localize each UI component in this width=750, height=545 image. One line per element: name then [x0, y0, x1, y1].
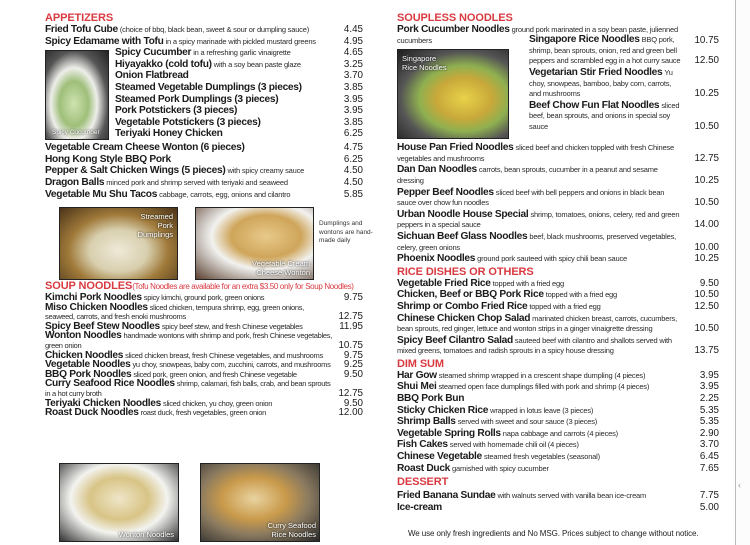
- item-name: Vegetable Noodles: [45, 359, 131, 371]
- item-description: sliced beef and chicken toppled with fresh Chinese vegetables and mushrooms: [397, 143, 674, 163]
- menu-item: [529, 68, 719, 100]
- item-name: Chicken Noodles: [45, 349, 124, 361]
- menu-item: [45, 178, 363, 189]
- item-price: 9.75: [343, 349, 363, 361]
- item-price: 2.25: [699, 393, 719, 405]
- item-description: napa cabbage and carrots (4 pieces): [502, 428, 618, 438]
- item-description: sliced chicken, tempura shrimp, egg, green onions, seaweed, carrots, and fresh enoki mushrooms: [45, 302, 304, 322]
- menu-item: [115, 95, 363, 106]
- menu-item: [45, 331, 363, 350]
- item-name: Fried Banana Sundae: [397, 490, 496, 502]
- item-price: 3.70: [343, 70, 363, 82]
- item-price: 12.00: [338, 407, 363, 419]
- item-price: 12.50: [694, 55, 719, 67]
- menu-list: [45, 25, 363, 47]
- item-text: [397, 394, 683, 405]
- menu-item: [45, 303, 363, 322]
- item-name: Pepper & Salt Chicken Wings (5 pieces): [45, 165, 226, 177]
- item-text: [45, 178, 327, 189]
- item-text: [115, 95, 327, 106]
- item-text: [397, 232, 683, 253]
- item-description: sliced beef with bell peppers and onions in black bean sauce over chow fun noodles: [397, 187, 665, 208]
- item-description: handmade wontons with shrimp and pork, fresh Chinese vegetables, green onion: [45, 331, 332, 350]
- item-price: 10.50: [694, 289, 719, 301]
- page-margin: [736, 0, 750, 545]
- item-name: Vegetable Potstickers (3 pieces): [115, 116, 261, 128]
- item-text: [45, 37, 327, 48]
- item-name: Vegetable Fried Rice: [397, 277, 491, 289]
- item-price: 14.00: [694, 219, 719, 231]
- item-price: 9.25: [343, 359, 363, 371]
- menu-item: [45, 37, 363, 48]
- item-text: [397, 371, 683, 382]
- menu-list: [529, 35, 719, 133]
- menu-item: [397, 491, 719, 502]
- item-name: BBQ Pork Noodles: [45, 368, 132, 380]
- item-name: Fish Cakes: [397, 439, 448, 451]
- photo-caption: Wonton Noodles: [118, 530, 174, 539]
- item-name: Dragon Balls: [45, 176, 105, 188]
- item-name: Pork Potstickers (3 pieces): [115, 105, 238, 117]
- item-name: Shui Mei: [397, 381, 437, 393]
- item-description: sliced chicken breast, fresh Chinese vegetables, and mushrooms: [125, 350, 323, 360]
- item-price: 3.95: [343, 105, 363, 117]
- item-text: [529, 35, 683, 67]
- dessert-heading: DESSERT: [397, 476, 449, 489]
- menu-item: [397, 143, 719, 164]
- menu-item: [397, 503, 719, 514]
- appetizers-heading: APPETIZERS: [45, 12, 114, 24]
- item-name: Miso Chicken Noodles: [45, 301, 148, 313]
- menu-item: [397, 232, 719, 253]
- item-description: with walnuts served with vanilla bean ice-cream: [497, 491, 647, 501]
- item-text: [529, 101, 683, 133]
- item-text: [397, 279, 683, 290]
- item-price: 13.75: [694, 345, 719, 357]
- item-name: Chicken, Beef or BBQ Pork Rice: [397, 289, 544, 301]
- dumplings-note: Dumplings and wontons are hand-made daily: [319, 220, 373, 244]
- item-description: sliced chicken, yu choy, green onion: [163, 398, 273, 408]
- item-text: [397, 440, 683, 451]
- item-price: 4.50: [343, 165, 363, 177]
- item-price: 6.45: [699, 451, 719, 463]
- item-name: Shrimp Balls: [397, 416, 456, 428]
- menu-item: [397, 290, 719, 301]
- item-description: shrimp, calamari, fish balls, crab, and bean sprouts in a hot curry broth: [45, 379, 331, 398]
- item-name: Singapore Rice Noodles: [529, 34, 640, 46]
- item-price: 12.50: [694, 300, 719, 312]
- item-price: 6.25: [343, 128, 363, 140]
- item-description: ground pork sauteed with spicy chili bean sauce: [477, 254, 628, 264]
- item-name: Sticky Chicken Rice: [397, 404, 489, 416]
- item-name: Pepper Beef Noodles: [397, 186, 494, 198]
- item-name: Spicy Beef Cilantro Salad: [397, 334, 513, 346]
- photo-caption: Streamed Pork Dumplings: [137, 212, 173, 239]
- menu-item: [397, 406, 719, 417]
- item-description: BBQ pork, shrimp, bean sprouts, onion, red and green bell peppers and scrambled egg in a hot curry sauce: [529, 35, 681, 66]
- item-text: [115, 118, 327, 129]
- item-name: BBQ Pork Bun: [397, 393, 465, 405]
- item-text: [397, 429, 683, 440]
- item-description: (choice of bbq, black bean, sweet & sour or dumpling sauce): [119, 25, 309, 34]
- photo-caption: Spicy Cucumber: [52, 129, 100, 137]
- item-price: 5.00: [699, 501, 719, 513]
- item-name: Vegetable Mu Shu Tacos: [45, 188, 158, 200]
- item-price: 9.50: [699, 277, 719, 289]
- item-description: topped with a fried egg: [545, 290, 617, 300]
- item-text: [397, 143, 683, 164]
- item-price: 5.85: [343, 188, 363, 200]
- item-name: Vegetarian Stir Fried Noodles: [529, 66, 663, 78]
- item-name: Dan Dan Noodles: [397, 164, 477, 176]
- item-text: [397, 314, 683, 335]
- item-name: Hiyayakko (cold tofu): [115, 58, 212, 70]
- menu-item: [397, 336, 719, 357]
- item-text: [397, 464, 683, 475]
- menu-item: [45, 155, 363, 166]
- item-price: 12.75: [694, 152, 719, 164]
- item-text: [397, 336, 683, 357]
- item-text: [397, 382, 683, 393]
- item-text: [45, 379, 333, 398]
- item-name: Phoenix Noodles: [397, 253, 476, 265]
- item-text: [45, 166, 327, 177]
- item-text: [45, 331, 333, 350]
- item-price: 10.25: [694, 88, 719, 100]
- item-name: Spicy Beef Stew Noodles: [45, 320, 160, 332]
- item-description: ground pork marinated in a soy bean paste, julienned cucumbers: [397, 25, 678, 45]
- item-name: Teriyaki Honey Chicken: [115, 128, 223, 140]
- menu-item: [397, 279, 719, 290]
- item-name: Hong Kong Style BBQ Pork: [45, 153, 171, 165]
- item-text: [529, 68, 683, 100]
- item-price: 9.50: [343, 397, 363, 409]
- item-name: Urban Noodle House Special: [397, 208, 529, 220]
- menu-item: [529, 101, 719, 133]
- item-name: Vegetable Cream Cheese Wonton (6 pieces): [45, 142, 245, 154]
- singapore-noodles-photo: [397, 49, 509, 139]
- item-name: Ice-cream: [397, 501, 442, 513]
- item-description: sauteed beef with cilantro and shallots served with mixed greens, tomatoes and radish sprouts in a spicy house dressing: [397, 335, 672, 356]
- item-text: [397, 406, 683, 417]
- section-title: SOUP NOODLES: [45, 280, 133, 292]
- item-text: [115, 48, 327, 59]
- item-name: Sichuan Beef Glass Noodles: [397, 230, 528, 242]
- item-name: Chinese Vegetable: [397, 451, 482, 463]
- item-text: [45, 25, 327, 36]
- item-price: 4.75: [343, 142, 363, 154]
- item-name: Chinese Chicken Chop Salad: [397, 312, 531, 324]
- item-price: 6.25: [343, 153, 363, 165]
- item-name: Wonton Noodles: [45, 330, 122, 342]
- menu-list: [397, 143, 719, 265]
- menu-item: [45, 25, 363, 36]
- menu-item: [115, 60, 363, 71]
- spicy-cucumber-photo: [45, 50, 109, 140]
- item-price: 3.95: [699, 369, 719, 381]
- item-name: Steamed Pork Dumplings (3 pieces): [115, 93, 279, 105]
- item-price: 10.50: [694, 120, 719, 132]
- item-text: [45, 155, 327, 166]
- rice-dishes-heading: RICE DISHES OR OTHERS: [397, 265, 534, 278]
- item-name: Beef Chow Fun Flat Noodles: [529, 99, 660, 111]
- item-description: spicy beef stew, and fresh Chinese vegetables: [161, 321, 303, 331]
- item-price: 12.75: [338, 311, 363, 323]
- item-description: steamed open face dumplings filled with pork and shrimp (4 pieces): [438, 382, 650, 392]
- item-description: garnished with spicy cucumber: [452, 463, 549, 473]
- item-description: spicy kimchi, ground pork, green onions: [143, 293, 265, 302]
- item-name: Fried Tofu Cube: [45, 24, 118, 35]
- menu-item: [45, 408, 363, 418]
- item-price: 3.85: [343, 81, 363, 93]
- item-text: [115, 71, 327, 82]
- menu-item: [397, 417, 719, 428]
- item-description: in a spicy marinade with pickled mustard greens: [165, 36, 316, 46]
- menu-item: [397, 165, 719, 186]
- item-description: marinated chicken breast, carrots, cucumbers, bean sprouts, red ginger, lettuce and wonton strips in a ginger vinaigrette dressing: [397, 313, 677, 334]
- item-name: Shrimp or Combo Fried Rice: [397, 300, 528, 312]
- item-text: [397, 417, 683, 428]
- menu-list: [115, 48, 363, 141]
- item-name: Onion Flatbread: [115, 70, 189, 82]
- menu-item: [397, 382, 719, 393]
- item-description: beef, black mushrooms, preserved vegetables, celery, green onions: [397, 231, 677, 252]
- item-text: [397, 254, 683, 265]
- item-description: sliced beef, bean sprouts, and onions in special soy sauce: [529, 100, 680, 131]
- item-price: 10.25: [694, 253, 719, 265]
- pork-dumplings-photo: [59, 207, 178, 280]
- item-description: served with homemade chili oil (4 pieces): [449, 440, 579, 450]
- menu-item: [115, 129, 363, 140]
- menu-list: [397, 279, 719, 357]
- menu-item: [397, 452, 719, 463]
- item-name: Roast Duck: [397, 462, 451, 474]
- photo-caption: Vegetable Cream Cheese Wonton: [252, 259, 310, 277]
- item-price: 3.95: [699, 381, 719, 393]
- item-price: 7.65: [699, 462, 719, 474]
- item-name: Spicy Edamame with Tofu: [45, 35, 164, 47]
- menu-item: [397, 314, 719, 335]
- item-description: in a refreshing garlic vinaigrette: [193, 48, 291, 58]
- menu-item: [397, 302, 719, 313]
- menu-item: [397, 440, 719, 451]
- menu-item: [397, 254, 719, 265]
- photo-caption: Singapore Rice Noodles: [402, 54, 447, 73]
- item-description: topped with a fried egg: [529, 301, 601, 311]
- item-text: [45, 408, 333, 418]
- item-price: 5.35: [699, 416, 719, 428]
- item-name: Vegetable Spring Rolls: [397, 427, 501, 439]
- item-price: 10.75: [694, 34, 719, 46]
- menu-item: [45, 143, 363, 154]
- section-subtitle: (Tofu Noodles are available for an extra $3.50 only for Soup Noodles): [132, 282, 354, 291]
- menu-item: [45, 190, 363, 201]
- item-price: 10.00: [694, 241, 719, 253]
- footer-note: We use only fresh ingredients and No MSG. Prices subject to change without notice.: [408, 529, 699, 538]
- item-description: minced pork and shrimp served with teriyaki and seaweed: [106, 177, 288, 187]
- item-description: with spicy creamy sauce: [227, 166, 305, 176]
- soupless-noodles-heading: SOUPLESS NOODLES: [397, 12, 513, 24]
- menu-item: [529, 35, 719, 67]
- item-description: shrimp, tomatoes, onions, celery, red and green peppers in a special sauce: [397, 209, 680, 230]
- menu-item: [397, 429, 719, 440]
- item-name: Teriyaki Chicken Noodles: [45, 397, 162, 409]
- item-name: Spicy Cucumber: [115, 47, 192, 59]
- soup-noodles-section: [45, 280, 363, 418]
- item-text: [397, 302, 683, 313]
- item-text: [115, 83, 327, 94]
- item-text: [45, 143, 327, 154]
- menu-item: [115, 83, 363, 94]
- item-name: Kimchi Pork Noodles: [45, 292, 142, 303]
- item-description: cabbage, carrots, egg, onions and cilantro: [159, 189, 291, 199]
- left-column: [45, 12, 363, 201]
- item-price: 3.85: [343, 116, 363, 128]
- item-description: with a soy bean paste glaze: [213, 59, 301, 69]
- photo-caption: Curry Seafood Rice Noodles: [267, 521, 316, 539]
- page-edge: [735, 0, 736, 545]
- item-price: 10.50: [694, 323, 719, 335]
- item-text: [397, 491, 683, 502]
- curry-seafood-photo: [200, 463, 320, 542]
- item-text: [397, 210, 683, 231]
- item-description: carrots, bean sprouts, cucumber in a peanut and sesame dressing: [397, 165, 658, 185]
- item-text: [397, 290, 683, 301]
- item-text: [115, 60, 327, 71]
- item-text: [397, 165, 683, 186]
- item-price: 2.90: [699, 427, 719, 439]
- item-description: sliced pork, green onion, and fresh Chinese vegetable: [133, 369, 297, 379]
- item-text: [397, 188, 683, 209]
- item-price: 4.65: [343, 47, 363, 59]
- item-price: 10.75: [338, 339, 363, 351]
- page-turn-icon: ‹: [738, 480, 741, 490]
- item-text: [45, 190, 327, 201]
- item-price: 7.75: [699, 490, 719, 502]
- item-price: 10.25: [694, 174, 719, 186]
- item-name: Har Gow: [397, 369, 437, 381]
- menu-item: [45, 379, 363, 398]
- item-text: [397, 503, 683, 514]
- item-price: 4.95: [343, 35, 363, 47]
- item-text: [115, 129, 327, 140]
- item-name: Roast Duck Noodles: [45, 407, 139, 419]
- menu-list: [45, 143, 363, 200]
- item-description: steamed shrimp wrapped in a crescent shape dumpling (4 pieces): [438, 370, 646, 380]
- item-price: 9.75: [343, 292, 363, 303]
- wonton-noodles-photo: [59, 463, 179, 542]
- menu-item: [115, 118, 363, 129]
- menu-item: [397, 394, 719, 405]
- item-name: Curry Seafood Rice Noodles: [45, 378, 175, 390]
- dim-sum-heading: DIM SUM: [397, 357, 444, 370]
- item-description: steamed fresh vegetables (seasonal): [483, 452, 600, 462]
- menu-list: [45, 293, 363, 418]
- menu-item: [397, 210, 719, 231]
- item-description: yu choy, snowpeas, baby corn, zucchini, carrots, and mushrooms: [132, 360, 331, 370]
- item-text: [45, 303, 333, 322]
- item-text: [397, 452, 683, 463]
- menu-item: [115, 48, 363, 59]
- appetizer-photo-block: [45, 48, 363, 143]
- item-description: served with sweet and sour sauce (3 pieces): [457, 417, 598, 427]
- menu-list: [397, 491, 719, 513]
- item-price: 4.50: [343, 176, 363, 188]
- menu-item: [397, 371, 719, 382]
- item-text: [115, 106, 327, 117]
- item-description: wrapped in lotus leave (3 pieces): [490, 405, 594, 415]
- menu-item: [115, 71, 363, 82]
- item-price: 11.95: [339, 320, 363, 332]
- item-price: 3.95: [343, 93, 363, 105]
- item-name: Pork Cucumber Noodles: [397, 24, 510, 35]
- item-price: 3.70: [699, 439, 719, 451]
- item-price: 5.35: [699, 404, 719, 416]
- right-column: [397, 12, 719, 514]
- item-price: 10.50: [694, 197, 719, 209]
- item-price: 3.25: [343, 58, 363, 70]
- menu-list: [397, 371, 719, 474]
- item-price: 9.50: [343, 368, 363, 380]
- menu-item: [45, 166, 363, 177]
- menu-item: [397, 188, 719, 209]
- item-description: roast duck, fresh vegetables, green onion: [140, 408, 266, 418]
- item-name: House Pan Fried Noodles: [397, 142, 514, 154]
- item-description: topped with a fried egg: [492, 278, 564, 288]
- item-name: Steamed Vegetable Dumplings (3 pieces): [115, 81, 302, 93]
- menu-item: [397, 464, 719, 475]
- cream-cheese-wonton-photo: [195, 207, 314, 280]
- item-price: 12.75: [338, 387, 363, 399]
- menu-item: [115, 106, 363, 117]
- item-description: Yu choy, snowpeas, bamboo, baby corn, carrots, and mushrooms: [529, 67, 673, 99]
- item-price: 4.45: [343, 24, 363, 35]
